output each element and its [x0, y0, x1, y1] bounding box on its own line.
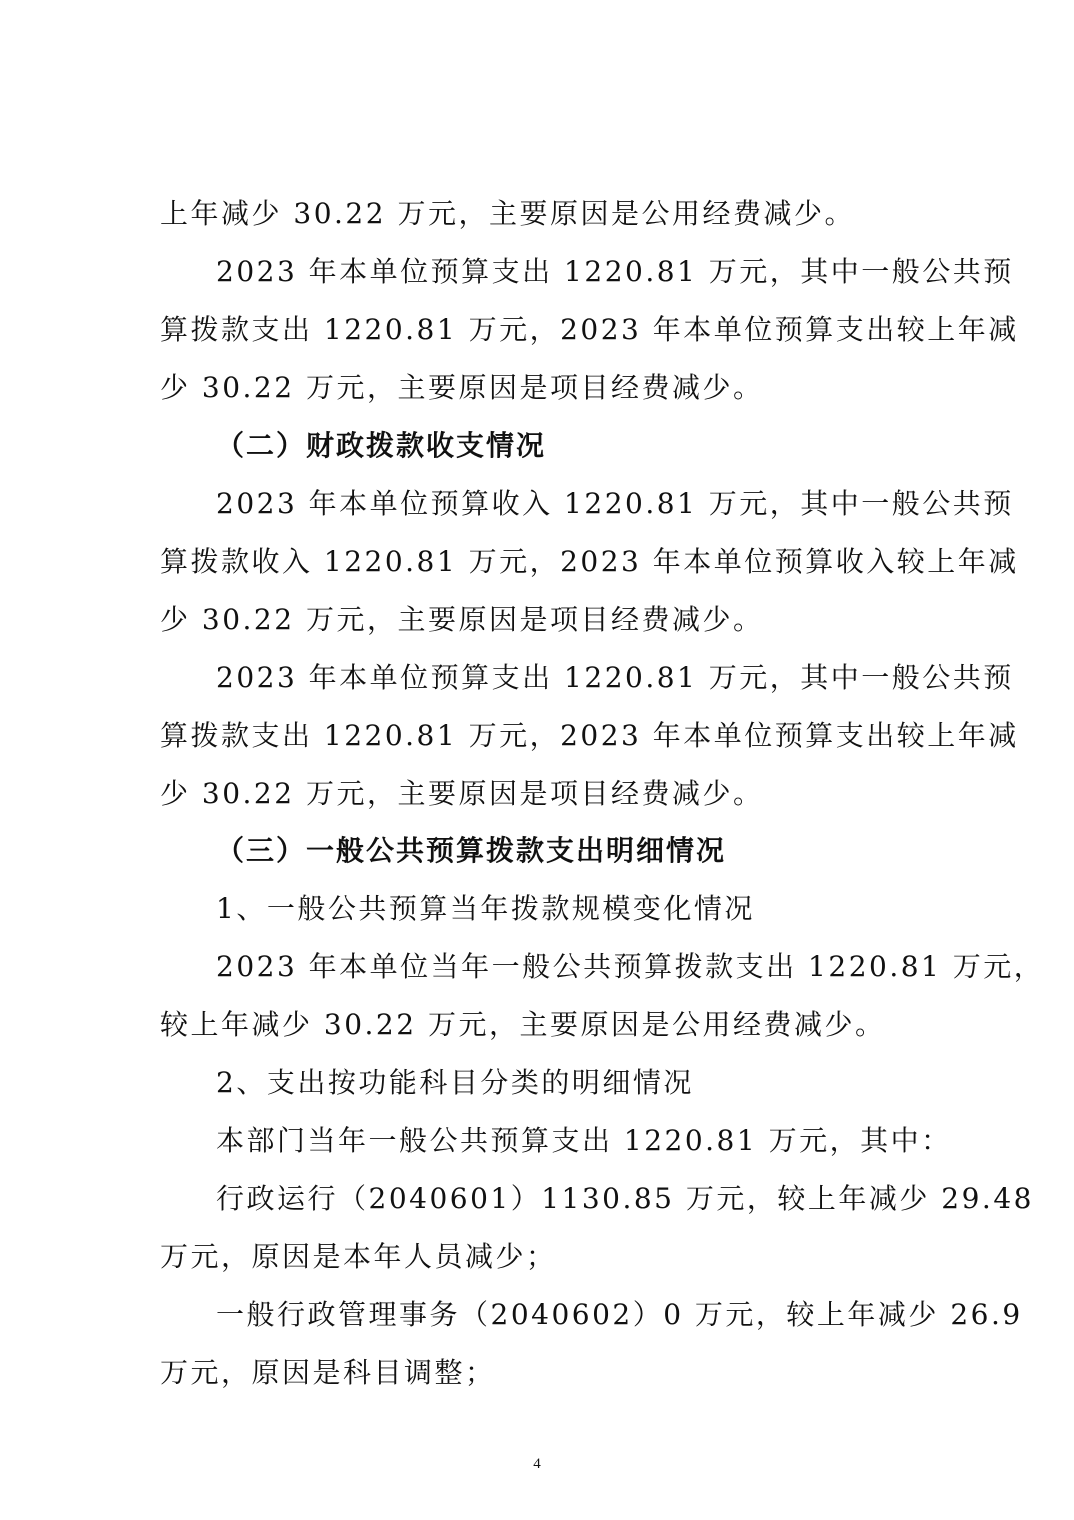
paragraph-line: 本部门当年一般公共预算支出 1220.81 万元，其中：	[216, 1124, 952, 1157]
paragraph-line: 算拨款支出 1220.81 万元，2023 年本单位预算支出较上年减	[160, 313, 1019, 346]
page-number: 4	[533, 1456, 541, 1472]
paragraph-line: 2023 年本单位当年一般公共预算拨款支出 1220.81 万元，	[216, 950, 1045, 983]
paragraph-line: 上年减少 30.22 万元，主要原因是公用经费减少。	[160, 197, 855, 230]
paragraph-line: 较上年减少 30.22 万元，主要原因是公用经费减少。	[160, 1008, 886, 1041]
paragraph-line: 少 30.22 万元，主要原因是项目经费减少。	[160, 777, 764, 810]
paragraph-line: 2023 年本单位预算收入 1220.81 万元，其中一般公共预	[216, 487, 1014, 520]
paragraph-line: 万元，原因是本年人员减少；	[160, 1240, 557, 1273]
paragraph-line: 少 30.22 万元，主要原因是项目经费减少。	[160, 603, 764, 636]
paragraph-line: 算拨款收入 1220.81 万元，2023 年本单位预算收入较上年减	[160, 545, 1019, 578]
section-heading: （三）一般公共预算拨款支出明细情况	[216, 834, 727, 867]
paragraph-line: 行政运行（2040601）1130.85 万元，较上年减少 29.48	[216, 1182, 1034, 1215]
paragraph-line: 2023 年本单位预算支出 1220.81 万元，其中一般公共预	[216, 255, 1014, 288]
paragraph-line: 算拨款支出 1220.81 万元，2023 年本单位预算支出较上年减	[160, 719, 1019, 752]
subheading-line: 2、支出按功能科目分类的明细情况	[216, 1066, 694, 1099]
paragraph-line: 一般行政管理事务（2040602）0 万元，较上年减少 26.9	[216, 1298, 1023, 1331]
section-heading: （二）财政拨款收支情况	[216, 429, 547, 462]
subheading-line: 1、一般公共预算当年拨款规模变化情况	[216, 892, 755, 925]
paragraph-line: 2023 年本单位预算支出 1220.81 万元，其中一般公共预	[216, 661, 1014, 694]
paragraph-line: 万元，原因是科目调整；	[160, 1356, 496, 1389]
paragraph-line: 少 30.22 万元，主要原因是项目经费减少。	[160, 371, 764, 404]
